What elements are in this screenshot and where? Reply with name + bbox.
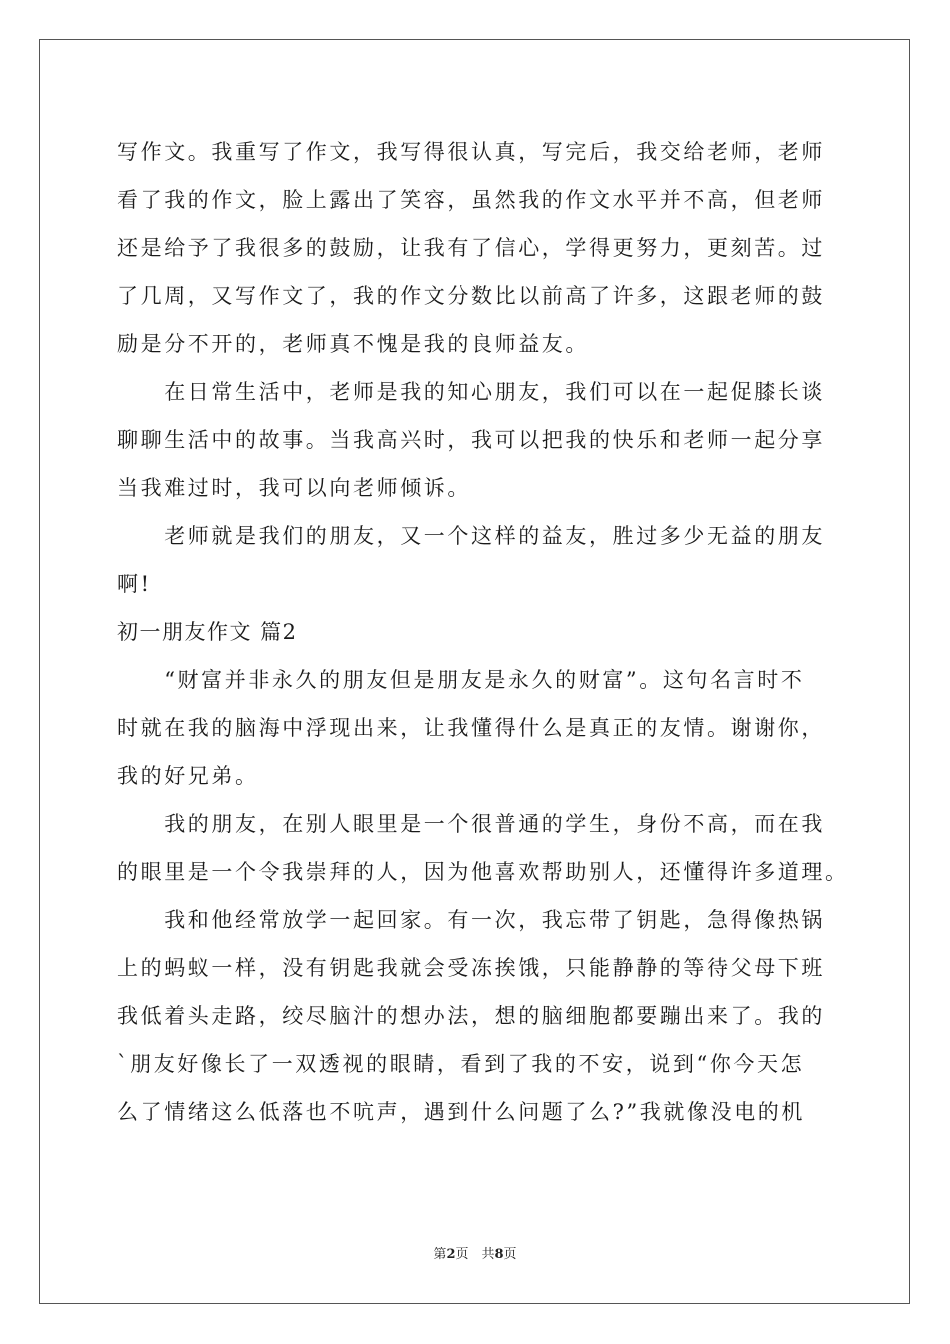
text-line: 励是分不开的，老师真不愧是我的良师益友。 [117, 332, 589, 356]
text-line: 么了情绪这么低落也不吭声，遇到什么问题了么?”我就像没电的机 [117, 1100, 805, 1124]
text-line: 我的好兄弟。 [117, 764, 259, 788]
page-label-mid: 页 共 [455, 1247, 495, 1262]
section-heading: 初一朋友作文 篇2 [117, 620, 298, 644]
text-line: 聊聊生活中的故事。当我高兴时，我可以把我的快乐和老师一起分享 [117, 428, 825, 452]
text-line: 啊! [117, 572, 152, 596]
total-page-number: 8 [494, 1247, 504, 1262]
page-footer [0, 1247, 950, 1263]
text-line: 我和他经常放学一起回家。有一次，我忘带了钥匙，急得像热锅 [117, 908, 825, 932]
text-line: `朋友好像长了一双透视的眼睛，看到了我的不安，说到“你今天怎 [117, 1052, 805, 1076]
text-line: 在日常生活中，老师是我的知心朋友，我们可以在一起促膝长谈 [117, 380, 825, 404]
text-line: 看了我的作文，脸上露出了笑容，虽然我的作文水平并不高，但老师 [117, 188, 825, 212]
page-label-prefix: 第 [433, 1247, 447, 1262]
text-line: 的眼里是一个令我崇拜的人，因为他喜欢帮助别人，还懂得许多道理。 [117, 860, 849, 884]
text-line: 老师就是我们的朋友，又一个这样的益友，胜过多少无益的朋友 [117, 524, 825, 548]
page-label-suffix: 页 [503, 1247, 517, 1262]
document-body [117, 128, 849, 1136]
text-line: 当我难过时，我可以向老师倾诉。 [117, 476, 471, 500]
text-line: 还是给予了我很多的鼓励，让我有了信心，学得更努力，更刻苦。过 [117, 236, 825, 260]
text-line: 时就在我的脑海中浮现出来，让我懂得什么是真正的友情。谢谢你， [117, 716, 825, 740]
current-page-number: 2 [446, 1247, 456, 1262]
text-line: 写作文。我重写了作文，我写得很认真，写完后，我交给老师，老师 [117, 140, 825, 164]
text-line: 上的蚂蚁一样，没有钥匙我就会受冻挨饿，只能静静的等待父母下班 [117, 956, 825, 980]
text-line: “财富并非永久的朋友但是朋友是永久的财富”。这句名言时不 [117, 668, 805, 692]
text-line: 我低着头走路，绞尽脑汁的想办法，想的脑细胞都要蹦出来了。我的 [117, 1004, 825, 1028]
text-line: 我的朋友，在别人眼里是一个很普通的学生，身份不高，而在我 [117, 812, 825, 836]
text-line: 了几周，又写作文了，我的作文分数比以前高了许多，这跟老师的鼓 [117, 284, 825, 308]
